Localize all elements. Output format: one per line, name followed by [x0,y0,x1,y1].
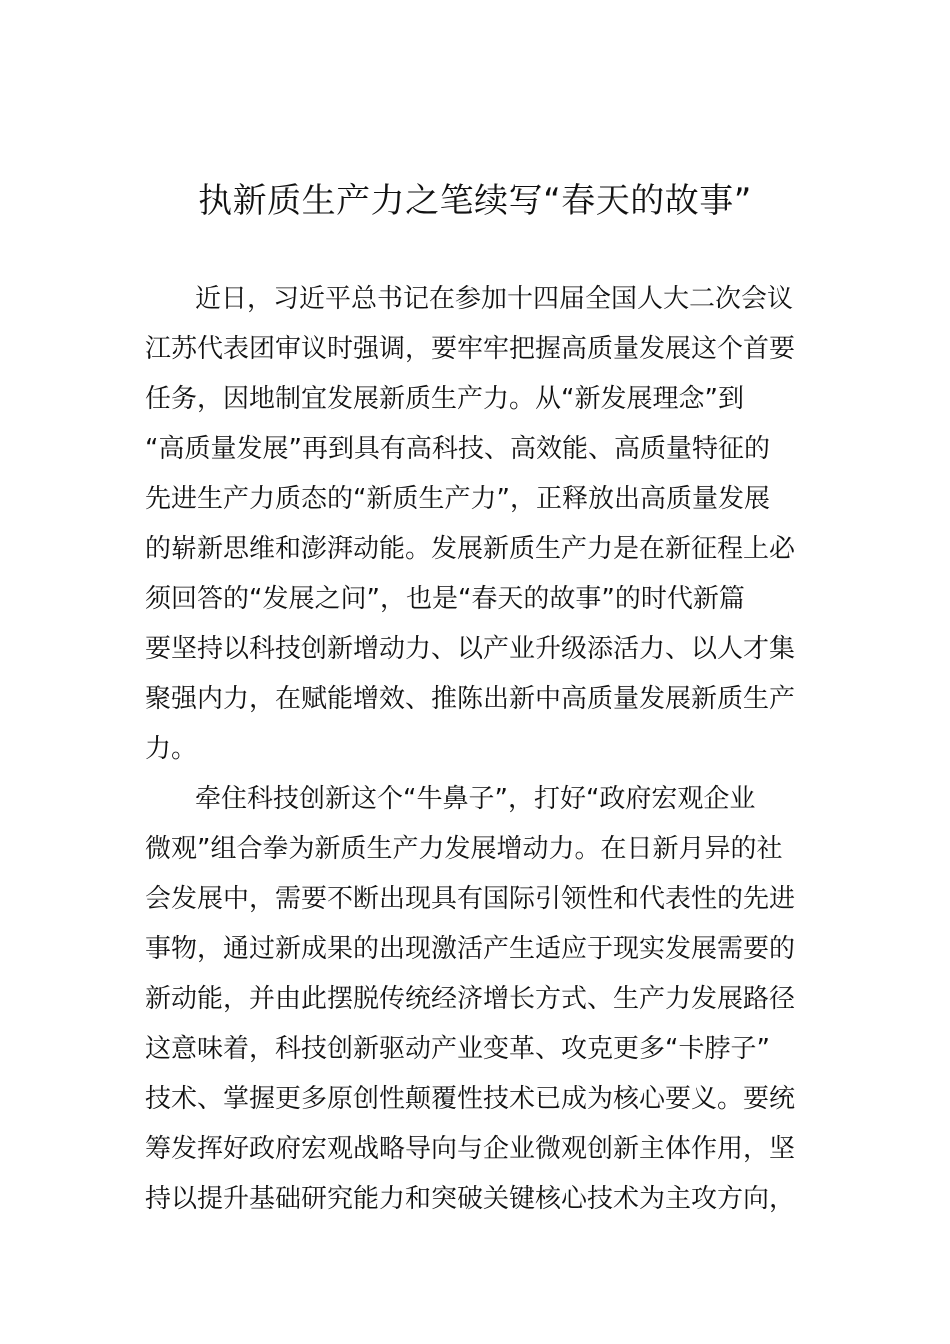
paragraph-2-line-1: 牵住科技创新这个“牛鼻子”，打好“政府宏观企业 [195,784,756,814]
paragraph-1-line-2: 江苏代表团审议时强调，要牢牢把握高质量发展这个首要 [145,334,796,364]
paragraph-1-line-3: 任务，因地制宜发展新质生产力。从“新发展理念”到 [145,384,744,414]
paragraph-1-line-10: 力。 [145,734,198,764]
paragraph-2-line-6: 这意味着，科技创新驱动产业变革、攻克更多“卡脖子” [145,1034,770,1064]
paragraph-2-line-7: 技术、掌握更多原创性颠覆性技术已成为核心要义。要统 [145,1084,796,1114]
paragraph-1-line-5: 先进生产力质态的“新质生产力”，正释放出高质量发展 [145,484,770,514]
paragraph-2-line-8: 筹发挥好政府宏观战略导向与企业微观创新主体作用，坚 [145,1134,796,1164]
paragraph-2-line-4: 事物，通过新成果的出现激活产生适应于现实发展需要的 [145,934,796,964]
paragraph-2-line-5: 新动能，并由此摆脱传统经济增长方式、生产力发展路径 [145,984,796,1014]
paragraph-2-line-3: 会发展中，需要不断出现具有国际引领性和代表性的先进 [145,884,796,914]
paragraph-1-line-8: 要坚持以科技创新增动力、以产业升级添活力、以人才集 [145,634,796,664]
paragraph-1-line-1: 近日，习近平总书记在参加十四届全国人大二次会议 [195,284,794,314]
paragraph-1-line-9: 聚强内力，在赋能增效、推陈出新中高质量发展新质生产 [145,684,796,714]
paragraph-1-line-7: 须回答的“发展之问”，也是“春天的故事”的时代新篇 [145,584,745,614]
document-title: 执新质生产力之笔续写“春天的故事” [198,181,752,221]
paragraph-1-line-6: 的崭新思维和澎湃动能。发展新质生产力是在新征程上必 [145,534,796,564]
paragraph-2-line-2: 微观”组合拳为新质生产力发展增动力。在日新月异的社 [145,834,783,864]
paragraph-2-line-9: 持以提升基础研究能力和突破关键核心技术为主攻方向， [145,1184,796,1214]
paragraph-1-line-4: “高质量发展”再到具有高科技、高效能、高质量特征的 [145,434,770,464]
